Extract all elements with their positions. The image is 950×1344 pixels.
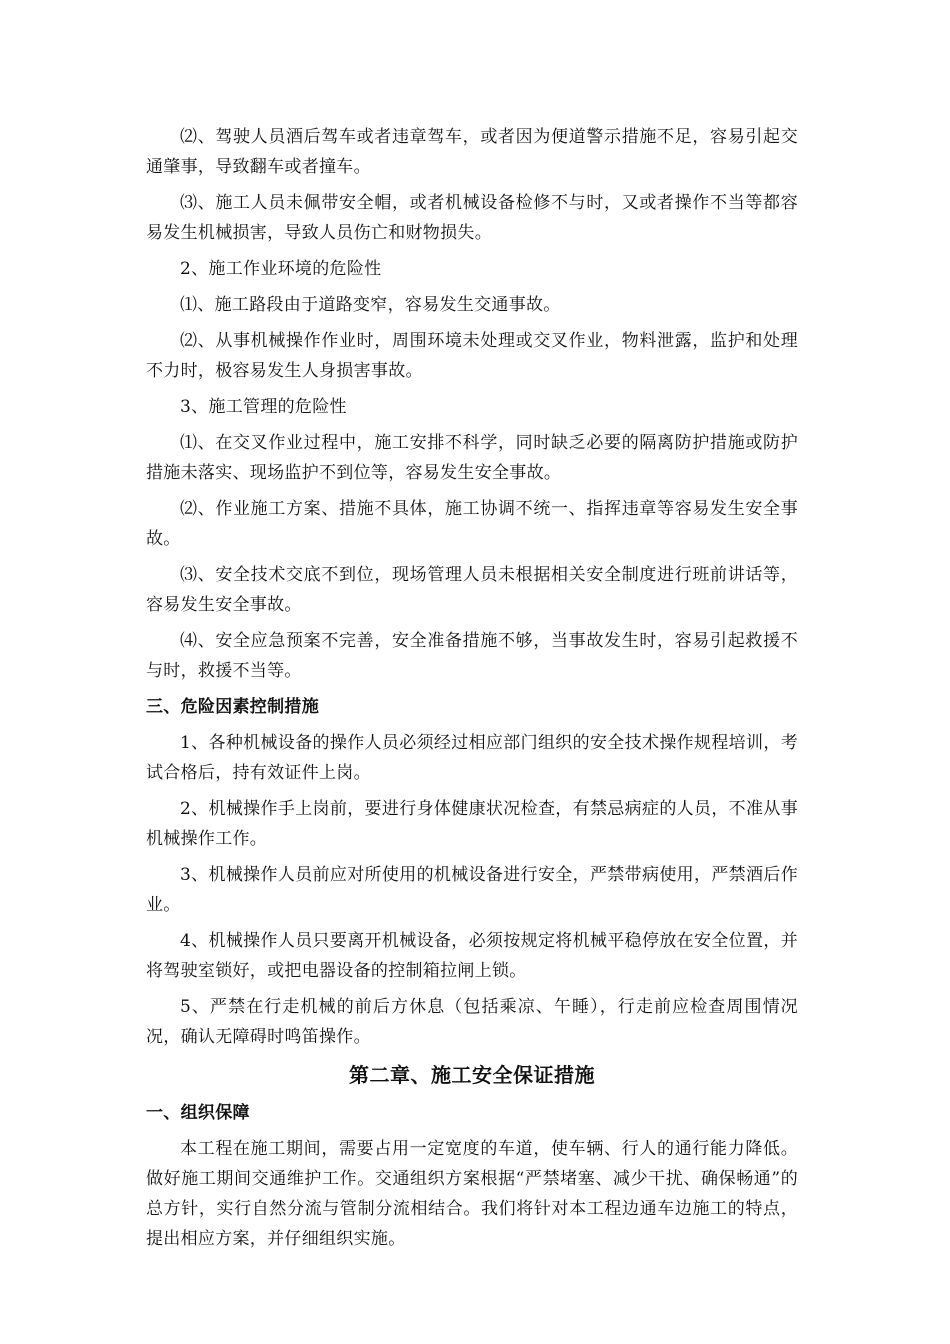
paragraph-control-4: 4、机械操作人员只要离开机械设备，必须按规定将机械平稳停放在安全位置，并将驾驶室锁好，或把电器设备的控制箱拉闸上锁。: [146, 931, 798, 981]
paragraph-control-2: 2、机械操作手上岗前，要进行身体健康状况检查，有禁忌病症的人员，不准从事机械操作工作。: [146, 799, 798, 849]
paragraph-control-3: 3、机械操作人员前应对所使用的机械设备进行安全，严禁带病使用，严禁酒后作业。: [146, 865, 798, 915]
subheading-management: 3、施工管理的危险性: [180, 397, 347, 417]
paragraph-organization: 本工程在施工期间，需要占用一定宽度的车道，使车辆、行人的通行能力降低。做好施工期间交通维护工作。交通组织方案根据“严禁堵塞、减少干扰、确保畅通”的总方针，实行自然分流与管制分流相结合。我们将针对本工程边通车边施工的特点，提出相应方案，并仔细组织实施。: [146, 1139, 798, 1249]
paragraph-control-1: 1、各种机械设备的操作人员必须经过相应部门组织的安全技术操作规程培训，考试合格后，持有效证件上岗。: [146, 733, 798, 783]
paragraph-2-3: ⑶、施工人员未佩带安全帽，或者机械设备检修不与时，又或者操作不当等都容易发生机械损害，导致人员伤亡和财物损失。: [146, 193, 798, 243]
paragraph-mgmt-1: ⑴、在交叉作业过程中，施工安排不科学，同时缺乏必要的隔离防护措施或防护措施未落实、现场监护不到位等，容易发生安全事故。: [146, 433, 798, 483]
section-heading-control: 三、危险因素控制措施: [146, 697, 319, 717]
chapter-title: 第二章、施工安全保证措施: [349, 1063, 595, 1087]
paragraph-2-2: ⑵、驾驶人员酒后驾车或者违章驾车，或者因为便道警示措施不足，容易引起交通肇事，导致翻车或者撞车。: [146, 127, 798, 177]
paragraph-env-1: ⑴、施工路段由于道路变窄，容易发生交通事故。: [180, 295, 561, 315]
document-body: [146, 122, 798, 1260]
paragraph-env-2: ⑵、从事机械操作作业时，周围环境未处理或交叉作业，物料泄露，监护和处理不力时，极容易发生人身损害事故。: [146, 331, 798, 381]
paragraph-mgmt-2: ⑵、作业施工方案、措施不具体，施工协调不统一、指挥违章等容易发生安全事故。: [146, 499, 798, 549]
section-heading-organization: 一、组织保障: [146, 1103, 250, 1123]
subheading-work-environment: 2、施工作业环境的危险性: [180, 259, 382, 279]
paragraph-control-5: 5、严禁在行走机械的前后方休息（包括乘凉、午睡），行走前应检查周围情况况，确认无障碍时鸣笛操作。: [146, 997, 798, 1047]
paragraph-mgmt-3: ⑶、安全技术交底不到位，现场管理人员未根据相关安全制度进行班前讲话等，容易发生安全事故。: [146, 565, 798, 615]
paragraph-mgmt-4: ⑷、安全应急预案不完善，安全准备措施不够，当事故发生时，容易引起救援不与时，救援不当等。: [146, 631, 798, 681]
